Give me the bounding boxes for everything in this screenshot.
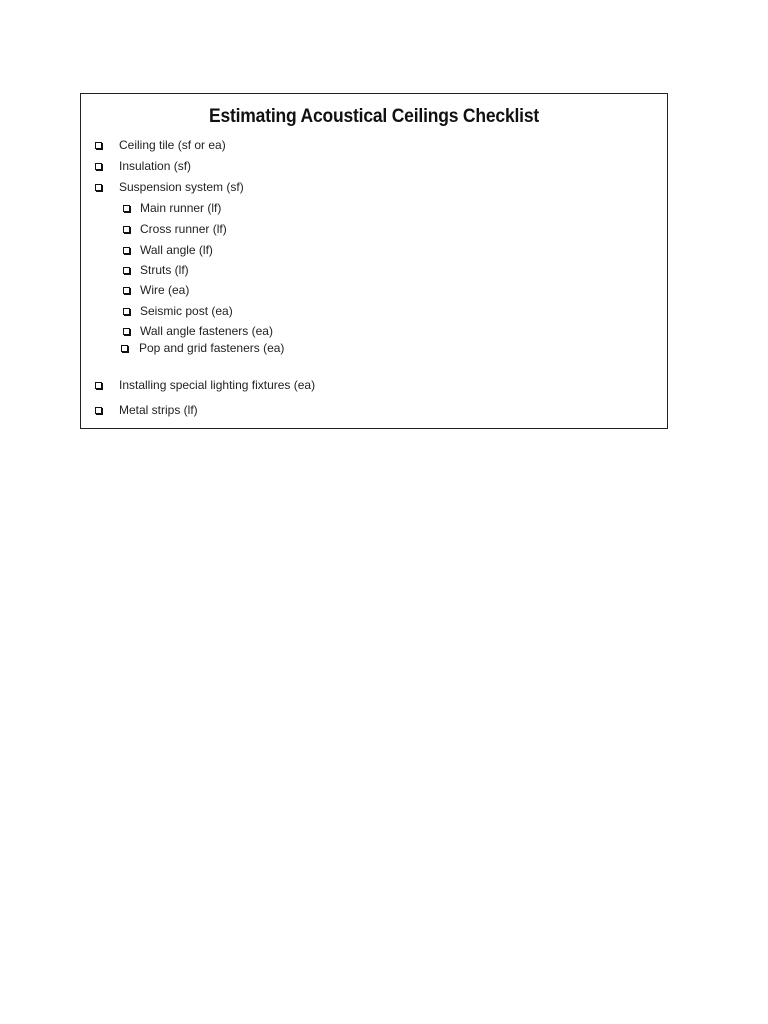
item-label: Seismic post (ea) [140,304,233,318]
item-label: Installing special lighting fixtures (ea) [119,378,316,392]
item-label: Insulation (sf) [119,159,192,173]
item-label: Wall angle (lf) [140,243,213,257]
checkbox-icon[interactable] [121,345,128,352]
checkbox-icon[interactable] [123,308,130,315]
checkbox-icon[interactable] [95,163,102,170]
item-label: Main runner (lf) [140,201,222,215]
item-label: Pop and grid fasteners (ea) [139,341,285,355]
checkbox-icon[interactable] [123,205,130,212]
checklist-title: Estimating Acoustical Ceilings Checklist [208,106,540,127]
item-label: Suspension system (sf) [119,180,244,194]
checkbox-icon[interactable] [123,267,130,274]
checkbox-icon[interactable] [123,247,130,254]
checkbox-icon[interactable] [123,287,130,294]
item-label: Ceiling tile (sf or ea) [119,138,226,152]
checklist-box [80,93,668,429]
checkbox-icon[interactable] [123,226,130,233]
item-label: Wall angle fasteners (ea) [140,324,273,338]
item-label: Wire (ea) [140,283,190,297]
checkbox-icon[interactable] [95,184,102,191]
checkbox-icon[interactable] [123,328,130,335]
checkbox-icon[interactable] [95,382,102,389]
checkbox-icon[interactable] [95,142,102,149]
item-label: Struts (lf) [140,263,189,277]
checkbox-icon[interactable] [95,407,102,414]
item-label: Metal strips (lf) [119,403,198,417]
item-label: Cross runner (lf) [140,222,227,236]
